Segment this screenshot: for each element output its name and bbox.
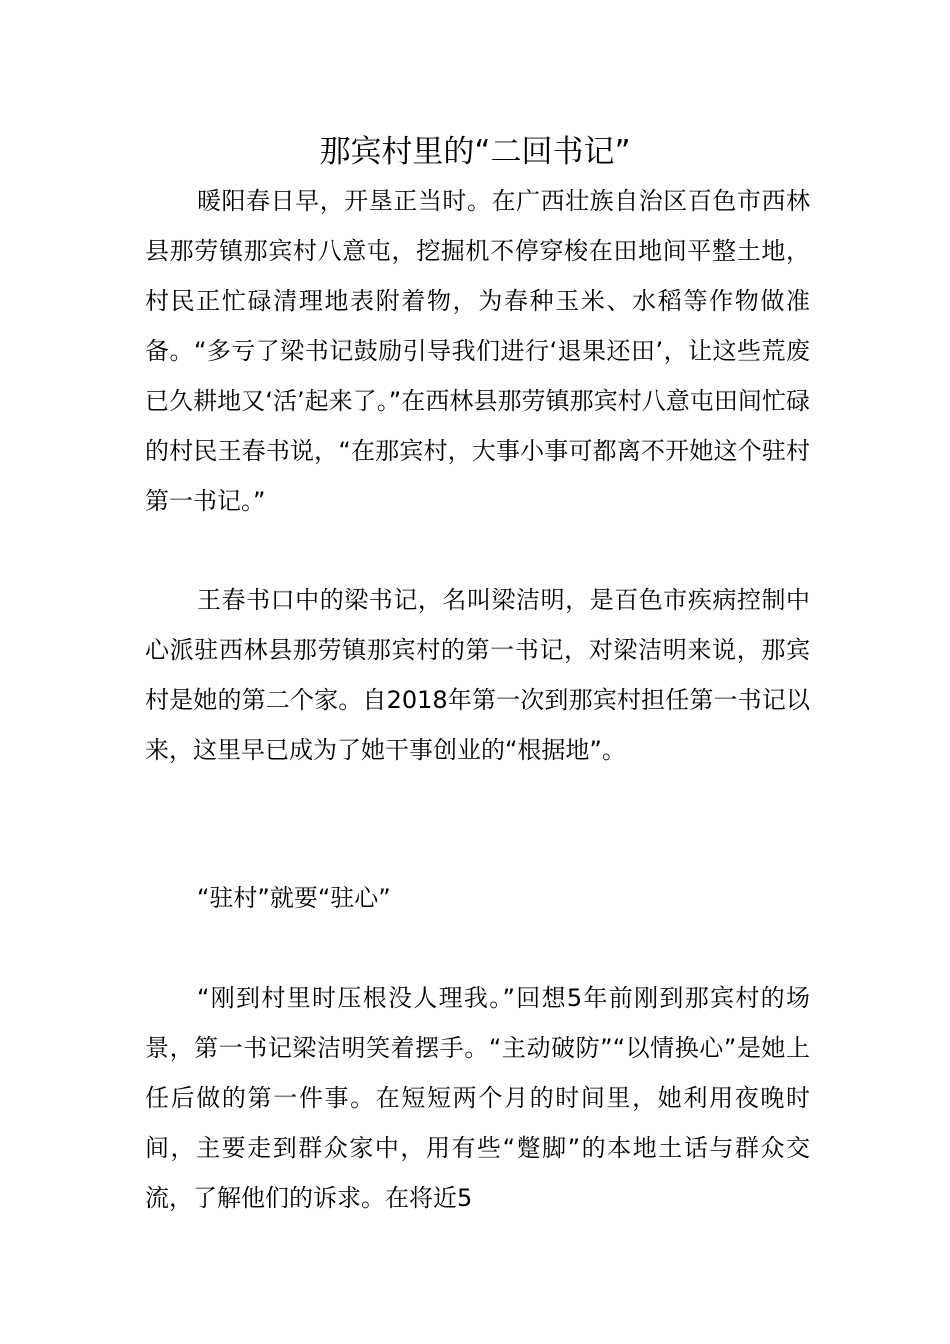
paragraph-section-body: “刚到村里时压根没人理我。”回想5年前刚到那宾村的场景，第一书记梁洁明笑着摆手。“主动破防”“以情换心”是她上任后做的第一件事。在短短两个月的时间里，她利用夜晚时间，主要走到群众家中，用有些“蹩脚”的本地土话与群众交流，了解他们的诉求。在将近5	[145, 984, 810, 1212]
section-heading: “驻村”就要“驻心”	[197, 884, 391, 912]
paragraph-introduction: 王春书口中的梁书记，名叫梁洁明，是百色市疾病控制中心派驻西林县那劳镇那宾村的第一书记，对梁洁明来说，那宾村是她的第二个家。自2018年第一次到那宾村担任第一书记以来，这里早已成为了她干事创业的“根据地”。	[145, 586, 810, 764]
document-title: 那宾村里的“二回书记”	[319, 134, 631, 170]
paragraph-opening: 暖阳春日早，开垦正当时。在广西壮族自治区百色市西林县那劳镇那宾村八意屯，挖掘机不停穿梭在田地间平整土地，村民正忙碌清理地表附着物，为春种玉米、水稻等作物做准备。“多亏了梁书记鼓励引导我们进行‘退果还田’，让这些荒废已久耕地又‘活’起来了。”在西林县那劳镇那宾村八意屯田间忙碌的村民王春书说，“在那宾村，大事小事可都离不开她这个驻村第一书记。”	[145, 187, 810, 515]
